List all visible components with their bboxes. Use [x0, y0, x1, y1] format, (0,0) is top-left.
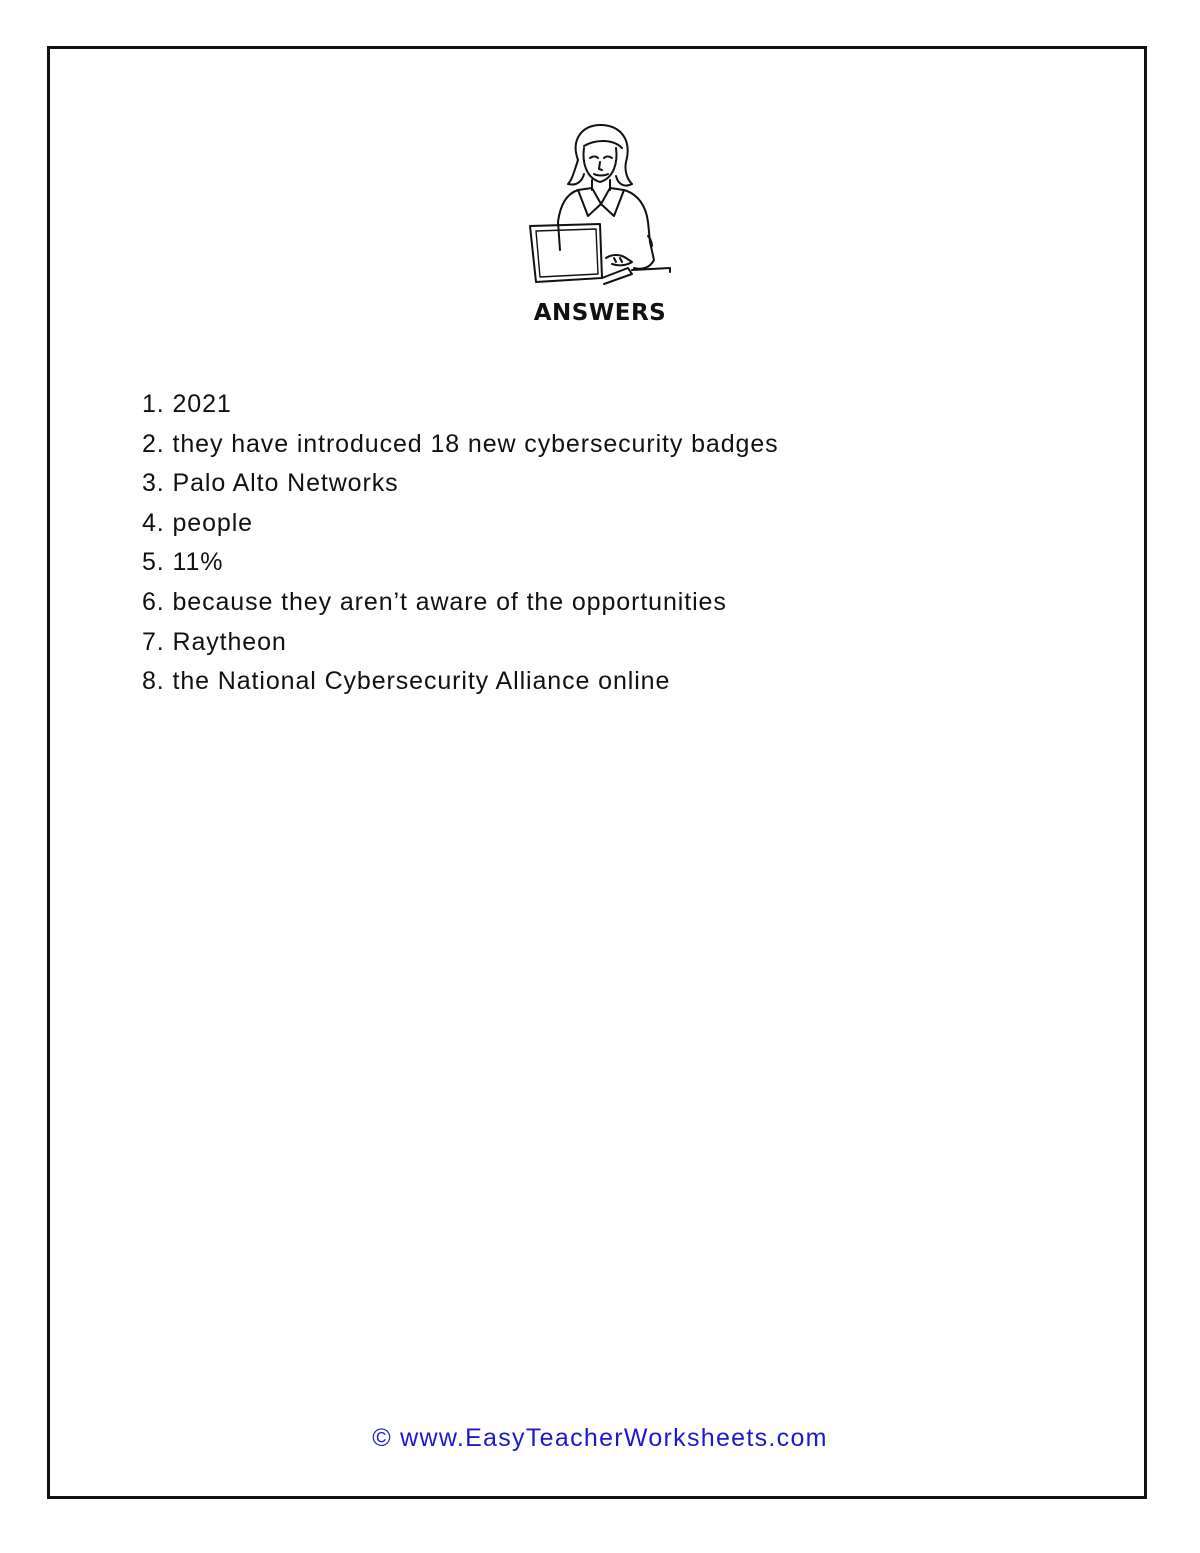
answer-item: 5. 11%: [142, 548, 224, 577]
woman-laptop-illustration: [520, 118, 680, 290]
answer-item: 1. 2021: [142, 390, 232, 418]
copyright-link[interactable]: © www.EasyTeacherWorksheets.com: [372, 1424, 828, 1452]
answer-item: 6. because they aren’t aware of the opportunities: [142, 587, 727, 616]
answer-item: 3. Palo Alto Networks: [142, 469, 399, 498]
answer-item: 7. Raytheon: [142, 627, 287, 656]
answer-item: 8. the National Cybersecurity Alliance online: [142, 667, 671, 696]
answer-list: [142, 385, 779, 702]
page-title: ANSWERS: [533, 300, 667, 326]
answer-item: 4. people: [142, 508, 253, 537]
answer-item: 2. they have introduced 18 new cybersecurity badges: [142, 429, 779, 458]
